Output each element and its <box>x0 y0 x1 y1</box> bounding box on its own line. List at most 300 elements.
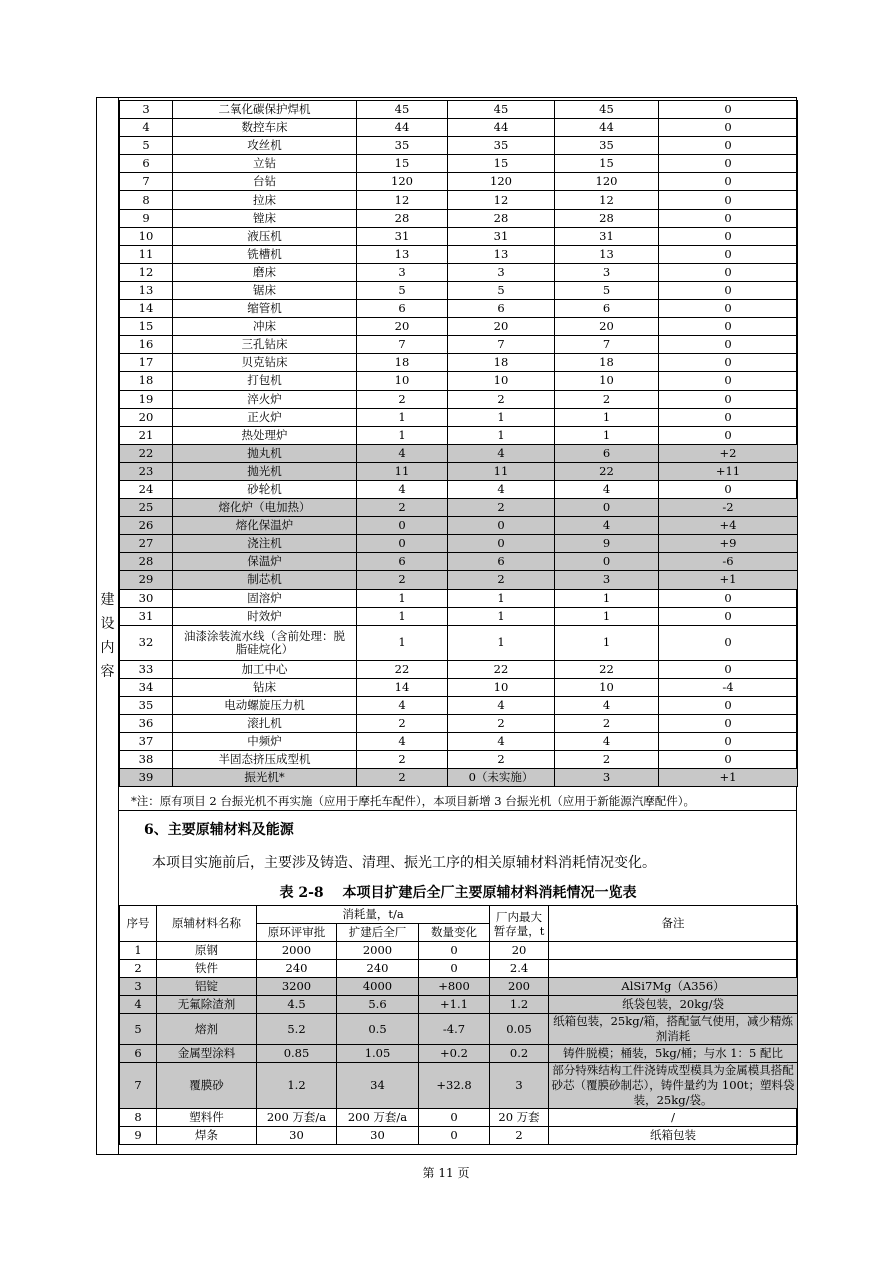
cell-a: 4 <box>357 444 448 462</box>
cell-no: 8 <box>120 191 173 209</box>
cell-no: 34 <box>120 678 173 696</box>
side-label-char: 设 <box>100 616 115 632</box>
cell-d: 0 <box>659 191 798 209</box>
cell-b: 22 <box>448 660 555 678</box>
cell-no: 39 <box>120 769 173 787</box>
table-row <box>120 769 798 787</box>
cell-no: 10 <box>120 227 173 245</box>
cell-b: 12 <box>448 191 555 209</box>
cell-d: 0 <box>659 227 798 245</box>
cell-no: 24 <box>120 480 173 498</box>
table-row <box>120 553 798 571</box>
table-row <box>120 751 798 769</box>
header-consumption: 消耗量，t/a <box>257 906 490 924</box>
cell-storage: 200 <box>490 978 549 996</box>
cell-b: 3 <box>448 263 555 281</box>
cell-b: 4 <box>448 733 555 751</box>
cell-remark: AlSi7Mg（A356） <box>549 978 798 996</box>
cell-a: 10 <box>357 372 448 390</box>
cell-name: 保温炉 <box>173 553 357 571</box>
cell-d: 0 <box>659 390 798 408</box>
cell-after: 5.6 <box>337 996 419 1014</box>
table-row <box>120 589 798 607</box>
cell-after: 4000 <box>337 978 419 996</box>
cell-orig: 5.2 <box>257 1014 337 1045</box>
cell-d: 0 <box>659 660 798 678</box>
cell-after: 30 <box>337 1127 419 1145</box>
cell-no: 19 <box>120 390 173 408</box>
table-row <box>120 462 798 480</box>
cell-b: 1 <box>448 408 555 426</box>
cell-c: 45 <box>555 101 659 119</box>
cell-c: 22 <box>555 660 659 678</box>
cell-d: 0 <box>659 263 798 281</box>
table-row <box>120 155 798 173</box>
cell-no: 3 <box>120 101 173 119</box>
cell-b: 0（未实施） <box>448 769 555 787</box>
cell-no: 2 <box>120 960 157 978</box>
table-row <box>120 300 798 318</box>
cell-remark <box>549 960 798 978</box>
table-row <box>120 209 798 227</box>
cell-c: 4 <box>555 696 659 714</box>
cell-b: 2 <box>448 390 555 408</box>
cell-name: 磨床 <box>173 263 357 281</box>
table-row <box>120 942 798 960</box>
cell-a: 28 <box>357 209 448 227</box>
cell-name: 台钻 <box>173 173 357 191</box>
cell-name: 焊条 <box>157 1127 257 1145</box>
table-row <box>120 263 798 281</box>
table-row <box>120 996 798 1014</box>
cell-a: 31 <box>357 227 448 245</box>
cell-name: 中频炉 <box>173 733 357 751</box>
cell-storage: 2 <box>490 1127 549 1145</box>
cell-d: 0 <box>659 155 798 173</box>
cell-orig: 3200 <box>257 978 337 996</box>
cell-name: 缩管机 <box>173 300 357 318</box>
table-row <box>120 607 798 625</box>
cell-no: 31 <box>120 607 173 625</box>
cell-name: 制芯机 <box>173 571 357 589</box>
cell-c: 1 <box>555 607 659 625</box>
cell-name: 熔化保温炉 <box>173 517 357 535</box>
cell-d: 0 <box>659 281 798 299</box>
cell-name: 时效炉 <box>173 607 357 625</box>
cell-c: 28 <box>555 209 659 227</box>
cell-name: 加工中心 <box>173 660 357 678</box>
cell-name: 熔剂 <box>157 1014 257 1045</box>
table-row <box>120 390 798 408</box>
cell-name: 数控车床 <box>173 119 357 137</box>
cell-a: 2 <box>357 390 448 408</box>
cell-no: 8 <box>120 1109 157 1127</box>
cell-storage: 2.4 <box>490 960 549 978</box>
cell-c: 3 <box>555 263 659 281</box>
cell-change: 0 <box>419 960 490 978</box>
cell-d: +1 <box>659 769 798 787</box>
cell-a: 4 <box>357 480 448 498</box>
cell-d: 0 <box>659 209 798 227</box>
cell-orig: 0.85 <box>257 1045 337 1063</box>
cell-c: 4 <box>555 733 659 751</box>
equipment-table <box>119 100 798 787</box>
cell-a: 2 <box>357 769 448 787</box>
cell-name: 砂轮机 <box>173 480 357 498</box>
cell-c: 13 <box>555 245 659 263</box>
cell-name: 二氧化碳保护焊机 <box>173 101 357 119</box>
cell-b: 10 <box>448 678 555 696</box>
cell-name: 三孔钻床 <box>173 336 357 354</box>
cell-a: 35 <box>357 137 448 155</box>
cell-no: 26 <box>120 517 173 535</box>
cell-orig: 4.5 <box>257 996 337 1014</box>
cell-c: 4 <box>555 480 659 498</box>
cell-d: 0 <box>659 751 798 769</box>
cell-storage: 0.2 <box>490 1045 549 1063</box>
cell-storage: 3 <box>490 1063 549 1109</box>
cell-a: 2 <box>357 499 448 517</box>
cell-d: 0 <box>659 173 798 191</box>
cell-b: 13 <box>448 245 555 263</box>
cell-b: 0 <box>448 517 555 535</box>
cell-change: +32.8 <box>419 1063 490 1109</box>
cell-remark <box>549 942 798 960</box>
cell-c: 120 <box>555 173 659 191</box>
side-label-char: 建 <box>100 592 115 608</box>
cell-no: 7 <box>120 1063 157 1109</box>
cell-a: 14 <box>357 678 448 696</box>
table-row <box>120 960 798 978</box>
cell-d: +2 <box>659 444 798 462</box>
cell-b: 20 <box>448 318 555 336</box>
cell-orig: 1.2 <box>257 1063 337 1109</box>
cell-d: 0 <box>659 300 798 318</box>
table-row <box>120 318 798 336</box>
cell-c: 15 <box>555 155 659 173</box>
table-row <box>120 535 798 553</box>
cell-c: 1 <box>555 625 659 660</box>
cell-no: 9 <box>120 209 173 227</box>
cell-no: 28 <box>120 553 173 571</box>
cell-storage: 20 <box>490 942 549 960</box>
cell-a: 6 <box>357 300 448 318</box>
cell-a: 44 <box>357 119 448 137</box>
table-row <box>120 281 798 299</box>
cell-change: 0 <box>419 1127 490 1145</box>
cell-c: 10 <box>555 372 659 390</box>
cell-c: 44 <box>555 119 659 137</box>
table-row <box>120 245 798 263</box>
cell-b: 31 <box>448 227 555 245</box>
cell-no: 1 <box>120 942 157 960</box>
cell-c: 31 <box>555 227 659 245</box>
cell-no: 18 <box>120 372 173 390</box>
cell-name: 拉床 <box>173 191 357 209</box>
paragraph: 本项目实施前后，主要涉及铸造、清理、振光工序的相关原辅材料消耗情况变化。 <box>152 855 656 871</box>
cell-d: 0 <box>659 408 798 426</box>
table-row <box>120 1127 798 1145</box>
cell-name: 油漆涂装流水线（含前处理：脱脂硅烷化） <box>173 625 357 660</box>
cell-b: 11 <box>448 462 555 480</box>
cell-a: 1 <box>357 589 448 607</box>
table-row <box>120 173 798 191</box>
table-row <box>120 191 798 209</box>
side-label-char: 容 <box>100 664 115 680</box>
table-row <box>120 408 798 426</box>
cell-name: 打包机 <box>173 372 357 390</box>
cell-d: 0 <box>659 715 798 733</box>
cell-b: 7 <box>448 336 555 354</box>
cell-b: 6 <box>448 553 555 571</box>
header-no: 序号 <box>120 906 157 942</box>
cell-b: 4 <box>448 696 555 714</box>
cell-d: 0 <box>659 480 798 498</box>
table-row <box>120 372 798 390</box>
cell-c: 2 <box>555 715 659 733</box>
cell-d: 0 <box>659 589 798 607</box>
cell-no: 36 <box>120 715 173 733</box>
cell-c: 4 <box>555 517 659 535</box>
cell-name: 液压机 <box>173 227 357 245</box>
header-name: 原辅材料名称 <box>157 906 257 942</box>
cell-name: 抛光机 <box>173 462 357 480</box>
cell-c: 3 <box>555 571 659 589</box>
cell-no: 13 <box>120 281 173 299</box>
cell-no: 17 <box>120 354 173 372</box>
cell-no: 27 <box>120 535 173 553</box>
cell-c: 2 <box>555 751 659 769</box>
cell-d: 0 <box>659 372 798 390</box>
header-remark: 备注 <box>549 906 798 942</box>
cell-name: 铁件 <box>157 960 257 978</box>
cell-a: 13 <box>357 245 448 263</box>
table-row <box>120 733 798 751</box>
cell-change: +800 <box>419 978 490 996</box>
cell-c: 35 <box>555 137 659 155</box>
cell-a: 1 <box>357 625 448 660</box>
cell-d: 0 <box>659 696 798 714</box>
table-caption: 表 2-8 本项目扩建后全厂主要原辅材料消耗情况一览表 <box>279 885 637 901</box>
cell-c: 20 <box>555 318 659 336</box>
cell-name: 覆膜砂 <box>157 1063 257 1109</box>
table-row <box>120 480 798 498</box>
cell-b: 5 <box>448 281 555 299</box>
cell-name: 贝克钻床 <box>173 354 357 372</box>
cell-name: 抛丸机 <box>173 444 357 462</box>
cell-d: -6 <box>659 553 798 571</box>
table-row <box>120 426 798 444</box>
table-row <box>120 1063 798 1109</box>
cell-b: 2 <box>448 499 555 517</box>
cell-c: 12 <box>555 191 659 209</box>
cell-d: 0 <box>659 733 798 751</box>
cell-no: 6 <box>120 1045 157 1063</box>
divider <box>119 810 797 811</box>
side-label <box>96 588 119 684</box>
header-orig: 原环评审批 <box>257 924 337 942</box>
cell-no: 32 <box>120 625 173 660</box>
table-row <box>120 625 798 660</box>
cell-no: 4 <box>120 996 157 1014</box>
cell-no: 35 <box>120 696 173 714</box>
cell-b: 10 <box>448 372 555 390</box>
table-row <box>120 499 798 517</box>
cell-after: 240 <box>337 960 419 978</box>
cell-orig: 30 <box>257 1127 337 1145</box>
cell-b: 1 <box>448 426 555 444</box>
cell-c: 6 <box>555 444 659 462</box>
section-title: 6、主要原辅材料及能源 <box>144 822 294 838</box>
cell-a: 4 <box>357 696 448 714</box>
cell-name: 淬火炉 <box>173 390 357 408</box>
cell-a: 4 <box>357 733 448 751</box>
cell-b: 4 <box>448 444 555 462</box>
cell-d: 0 <box>659 101 798 119</box>
materials-table <box>119 905 798 1145</box>
cell-change: +0.2 <box>419 1045 490 1063</box>
cell-name: 半固态挤压成型机 <box>173 751 357 769</box>
cell-storage: 0.05 <box>490 1014 549 1045</box>
table-row <box>120 660 798 678</box>
cell-after: 200 万套/a <box>337 1109 419 1127</box>
cell-no: 3 <box>120 978 157 996</box>
cell-b: 18 <box>448 354 555 372</box>
cell-name: 冲床 <box>173 318 357 336</box>
cell-c: 0 <box>555 553 659 571</box>
cell-b: 6 <box>448 300 555 318</box>
cell-name: 正火炉 <box>173 408 357 426</box>
cell-name: 镗床 <box>173 209 357 227</box>
cell-no: 5 <box>120 1014 157 1045</box>
cell-name: 滚扎机 <box>173 715 357 733</box>
header-change: 数量变化 <box>419 924 490 942</box>
cell-b: 35 <box>448 137 555 155</box>
cell-no: 30 <box>120 589 173 607</box>
cell-c: 3 <box>555 769 659 787</box>
table-row <box>120 517 798 535</box>
cell-no: 7 <box>120 173 173 191</box>
cell-remark: 铸件脱模；桶装，5kg/桶；与水 1：5 配比 <box>549 1045 798 1063</box>
cell-remark: 纸袋包装，20kg/袋 <box>549 996 798 1014</box>
cell-c: 18 <box>555 354 659 372</box>
table-row <box>120 354 798 372</box>
cell-no: 20 <box>120 408 173 426</box>
table-row <box>120 227 798 245</box>
table-row <box>120 137 798 155</box>
cell-a: 120 <box>357 173 448 191</box>
cell-storage: 1.2 <box>490 996 549 1014</box>
cell-a: 1 <box>357 426 448 444</box>
cell-name: 锯床 <box>173 281 357 299</box>
table-row <box>120 978 798 996</box>
page-footer: 第 11 页 <box>422 1166 470 1180</box>
cell-a: 6 <box>357 553 448 571</box>
cell-b: 120 <box>448 173 555 191</box>
cell-change: -4.7 <box>419 1014 490 1045</box>
cell-d: 0 <box>659 426 798 444</box>
cell-name: 铣槽机 <box>173 245 357 263</box>
table-row <box>120 1045 798 1063</box>
table-row <box>120 571 798 589</box>
cell-remark: 纸箱包装，25kg/箱，搭配氩气使用，减少精炼剂消耗 <box>549 1014 798 1045</box>
table-row <box>120 678 798 696</box>
cell-a: 0 <box>357 535 448 553</box>
cell-name: 铝锭 <box>157 978 257 996</box>
cell-name: 原钢 <box>157 942 257 960</box>
cell-d: 0 <box>659 354 798 372</box>
cell-remark: 部分特殊结构工件浇铸成型模具为金属模具搭配砂芯（覆膜砂制芯），铸件量约为 100t；塑料袋装，25kg/袋。 <box>549 1063 798 1109</box>
cell-a: 22 <box>357 660 448 678</box>
cell-a: 0 <box>357 517 448 535</box>
cell-no: 37 <box>120 733 173 751</box>
cell-no: 29 <box>120 571 173 589</box>
table-row <box>120 101 798 119</box>
cell-d: 0 <box>659 336 798 354</box>
cell-a: 20 <box>357 318 448 336</box>
cell-c: 9 <box>555 535 659 553</box>
cell-b: 2 <box>448 715 555 733</box>
cell-a: 1 <box>357 607 448 625</box>
cell-c: 22 <box>555 462 659 480</box>
cell-a: 1 <box>357 408 448 426</box>
cell-change: +1.1 <box>419 996 490 1014</box>
cell-a: 3 <box>357 263 448 281</box>
cell-c: 1 <box>555 408 659 426</box>
cell-after: 2000 <box>337 942 419 960</box>
header-storage: 厂内最大暂存量，t <box>490 906 549 942</box>
cell-b: 0 <box>448 535 555 553</box>
cell-no: 14 <box>120 300 173 318</box>
cell-change: 0 <box>419 1109 490 1127</box>
cell-d: +4 <box>659 517 798 535</box>
cell-name: 电动螺旋压力机 <box>173 696 357 714</box>
cell-b: 1 <box>448 607 555 625</box>
cell-c: 5 <box>555 281 659 299</box>
cell-c: 0 <box>555 499 659 517</box>
cell-a: 18 <box>357 354 448 372</box>
cell-b: 2 <box>448 751 555 769</box>
cell-a: 2 <box>357 715 448 733</box>
cell-no: 16 <box>120 336 173 354</box>
table-row <box>120 336 798 354</box>
cell-b: 28 <box>448 209 555 227</box>
cell-b: 15 <box>448 155 555 173</box>
cell-a: 12 <box>357 191 448 209</box>
cell-name: 钻床 <box>173 678 357 696</box>
cell-d: 0 <box>659 607 798 625</box>
cell-no: 21 <box>120 426 173 444</box>
cell-remark: / <box>549 1109 798 1127</box>
cell-no: 4 <box>120 119 173 137</box>
cell-name: 熔化炉（电加热） <box>173 499 357 517</box>
cell-name: 无氟除渣剂 <box>157 996 257 1014</box>
cell-storage: 20 万套 <box>490 1109 549 1127</box>
cell-b: 45 <box>448 101 555 119</box>
cell-name: 金属型涂料 <box>157 1045 257 1063</box>
cell-name: 振光机* <box>173 769 357 787</box>
cell-no: 25 <box>120 499 173 517</box>
header-after: 扩建后全厂 <box>337 924 419 942</box>
cell-no: 12 <box>120 263 173 281</box>
cell-remark: 纸箱包装 <box>549 1127 798 1145</box>
cell-after: 34 <box>337 1063 419 1109</box>
cell-b: 44 <box>448 119 555 137</box>
cell-a: 45 <box>357 101 448 119</box>
cell-no: 11 <box>120 245 173 263</box>
table-row <box>120 1109 798 1127</box>
cell-d: 0 <box>659 119 798 137</box>
